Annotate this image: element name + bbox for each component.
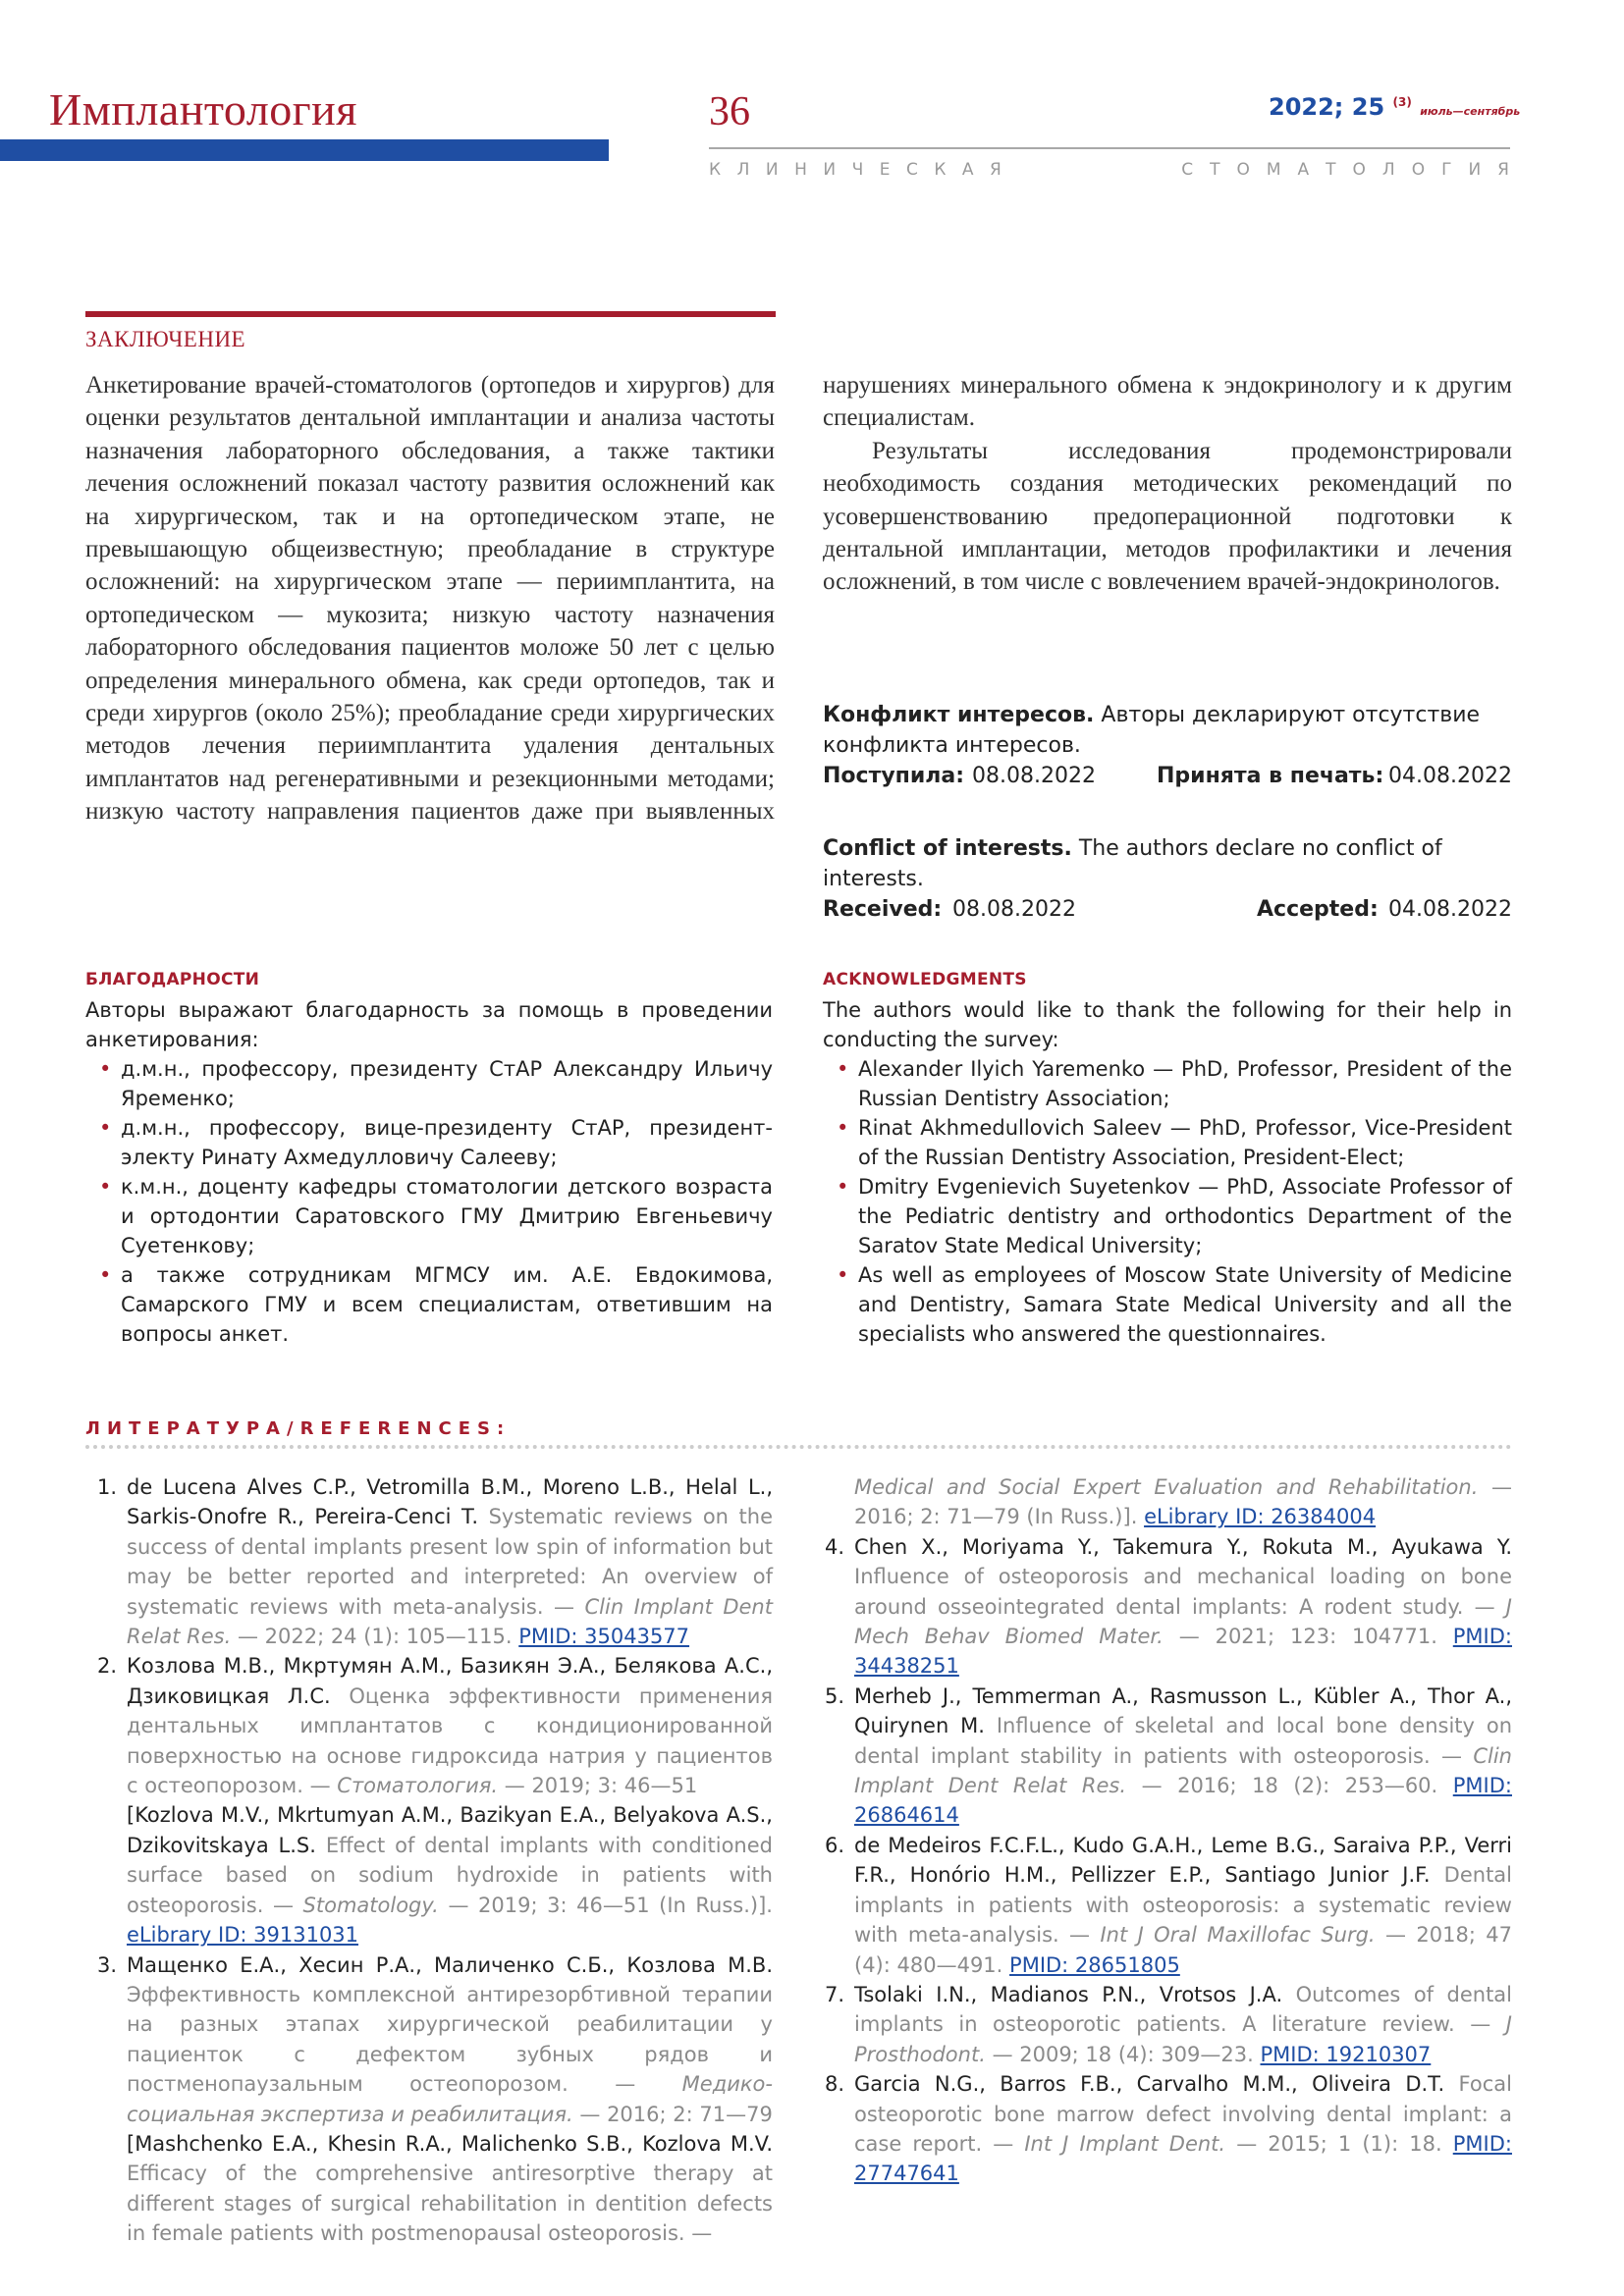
reference-journal: Clin Implant Dent Relat Res.	[127, 1594, 773, 1649]
section-color-bar	[0, 139, 609, 161]
reference-item	[85, 1651, 773, 1800]
reference-journal: Стоматология.	[337, 1774, 499, 1798]
reference-title: Outcomes of dental implants in osteoporotic patients. A literature review. —	[854, 1982, 1513, 2037]
reference-details: — 2016; 18 (2): 253—60.	[1141, 1774, 1438, 1798]
reference-number: 7.	[824, 1982, 844, 2006]
conflict-statement-ru	[823, 700, 1512, 761]
accepted-date: 04.08.2022	[1388, 897, 1512, 922]
reference-link[interactable]: PMID: 27747641	[854, 2131, 1512, 2186]
reference-authors: Merheb J., Temmerman A., Rasmusson L., Kübler A., Thor A., Quirynen M.	[854, 1683, 1512, 1738]
conflict-text: The authors declare no conflict of interests.	[823, 836, 1442, 891]
issue-months: июль—сентябрь	[1420, 105, 1521, 118]
list-item: • As well as employees of Moscow State University of Medicine and Dentistry, Samara State Medical University and all the specialists who answered the questionnaires.	[823, 1260, 1512, 1349]
issue-info	[1269, 93, 1520, 121]
reference-journal: Int J Implant Dent.	[1024, 2131, 1226, 2156]
reference-title: Influence of skeletal and local bone density on dental implant stability in patients with osteoporosis. —	[854, 1714, 1513, 1768]
list-item: • а также сотрудникам МГМСУ им. А.Е. Евдокимова, Самарского ГМУ и всем специалистам, ответившим на вопросы анкет.	[85, 1260, 773, 1349]
list-item: • к.м.н., доценту кафедры стоматологии детского возраста и ортодонтии Саратовского ГМУ Дмитрию Евгеньевичу Суетенкову;	[85, 1172, 773, 1260]
received-date: 08.08.2022	[972, 764, 1096, 788]
reference-journal: Медико-социальная экспертиза и реабилитация.	[127, 2072, 773, 2126]
accepted-date: 04.08.2022	[1388, 764, 1512, 788]
reference-item	[813, 2069, 1512, 2189]
reference-link[interactable]: PMID: 34438251	[854, 1625, 1512, 1679]
year-volume: 2022; 25	[1269, 93, 1385, 121]
acknowledgments-heading: БЛАГОДАРНОСТИ	[85, 970, 260, 989]
issue-number: (3)	[1392, 95, 1412, 109]
reference-link[interactable]: PMID: 28651805	[1009, 1952, 1180, 1977]
reference-authors: Козлова М.В., Мкртумян А.М., Базикян Э.А., Белякова А.С., Дзиковицкая Л.С.	[127, 1654, 773, 1708]
article-meta-ru	[823, 700, 1512, 791]
acknowledgments-en	[823, 970, 1512, 1349]
conflict-statement-en	[823, 833, 1512, 894]
references-column-left	[85, 1472, 773, 2249]
reference-translation	[85, 1800, 773, 1949]
journal-name-word-2: СТОМАТОЛОГИЯ	[1181, 160, 1526, 180]
reference-number: 4.	[824, 1534, 844, 1559]
reference-number: 6.	[824, 1833, 844, 1857]
reference-link[interactable]: eLibrary ID: 39131031	[127, 1923, 359, 1948]
received-label: Received:	[823, 897, 943, 922]
list-item: • д.м.н., профессору, вице-президенту СтАР, президент-электу Ринату Ахмедулловичу Салееву;	[85, 1113, 773, 1172]
reference-title: Dental implants in patients with osteoporosis: a systematic review with meta-analysis. —	[854, 1863, 1513, 1948]
acknowledgments-list	[85, 1054, 773, 1349]
reference-journal: J Prosthodont.	[854, 2012, 1512, 2066]
reference-details: — 2021; 123: 104771.	[1178, 1625, 1437, 1649]
reference-number: 5.	[824, 1683, 844, 1708]
received-date: 08.08.2022	[952, 897, 1076, 922]
reference-journal: Medical and Social Expert Evaluation and Rehabilitation.	[854, 1475, 1479, 1499]
reference-journal: Stomatology.	[302, 1893, 439, 1917]
conflict-text: Авторы декларируют отсутствие конфликта интересов.	[823, 703, 1481, 758]
list-item: • Dmitry Evgenievich Suyetenkov — PhD, Associate Professor of the Pediatric dentistry and orthodontics Department of the Saratov State Medical University;	[823, 1172, 1512, 1260]
acknowledgments-list	[823, 1054, 1512, 1349]
reference-title: Effect of dental implants with conditioned surface based on sodium hydroxide in patients with osteoporosis. —	[127, 1833, 773, 1917]
reference-item	[85, 1472, 773, 1651]
reference-authors: Tsolaki I.N., Madianos P.N., Vrotsos J.A.	[854, 1982, 1283, 2006]
reference-authors: Chen X., Moriyama Y., Takemura Y., Rokuta M., Ayukawa Y.	[854, 1534, 1512, 1559]
conflict-label: Conflict of interests.	[823, 836, 1072, 861]
reference-number: 3.	[96, 1952, 117, 1977]
accepted-label: Принята в печать:	[1157, 764, 1384, 788]
reference-translation	[85, 2129, 773, 2249]
reference-link[interactable]: eLibrary ID: 26384004	[1144, 1505, 1377, 1529]
reference-details: — 2019; 3: 46—51 (In Russ.)].	[448, 1893, 773, 1917]
reference-translation-continued	[813, 1472, 1512, 1532]
list-item: • д.м.н., профессору, президенту СтАР Александру Ильичу Яременко;	[85, 1054, 773, 1113]
list-item: • Alexander Ilyich Yaremenko — PhD, Professor, President of the Russian Dentistry Association;	[823, 1054, 1512, 1113]
journal-name-word-1: КЛИНИЧЕСКАЯ	[709, 160, 1018, 180]
conclusion-text-right	[823, 369, 1512, 599]
references-column-right	[813, 1472, 1512, 2189]
reference-authors: Мащенко Е.А., Хесин Р.А., Маличенко С.Б., Козлова М.В.	[127, 1952, 773, 1977]
conflict-label: Конфликт интересов.	[823, 703, 1095, 727]
reference-authors: de Lucena Alves C.P., Vetromilla B.M., Moreno L.B., Helal L., Sarkis-Onofre R., Pereira-Cenci T.	[127, 1475, 773, 1529]
reference-authors: [Kozlova M.V., Mkrtumyan A.M., Bazikyan E.A., Belyakova A.S., Dzikovitskaya L.S.	[127, 1803, 773, 1857]
reference-title: Оценка эффективности применения дентальных имплантатов с кондиционированной поверхностью на основе гидроксида натрия у пациентов с остеопорозом. —	[127, 1683, 773, 1798]
reference-authors: Garcia N.G., Barros F.B., Carvalho M.M., Oliveira D.T.	[854, 2072, 1445, 2097]
conclusion-rule	[85, 311, 776, 317]
accepted-label: Accepted:	[1257, 897, 1379, 922]
reference-details: — 2016; 2: 71—79 (In Russ.)].	[854, 1475, 1512, 1529]
reference-number: 1.	[96, 1475, 117, 1499]
reference-details: — 2016; 2: 71—79	[579, 2102, 773, 2126]
acknowledgments-intro: Авторы выражают благодарность за помощь в проведении анкетирования:	[85, 998, 773, 1051]
reference-authors: de Medeiros F.C.F.L., Kudo G.A.H., Leme B.G., Saraiva P.P., Verri F.R., Honório H.M., Pellizzer E.P., Santiago Junior J.F.	[854, 1833, 1512, 1888]
reference-details: — 2018; 47 (4): 480—491.	[854, 1923, 1512, 1977]
page-number: 36	[709, 89, 750, 134]
reference-item	[813, 1532, 1512, 1682]
reference-link[interactable]: PMID: 26864614	[854, 1774, 1512, 1828]
reference-details: — 2015; 1 (1): 18.	[1236, 2131, 1442, 2156]
header-rule	[709, 147, 1510, 149]
reference-authors: [Mashchenko E.A., Khesin R.A., Malichenko S.B., Kozlova M.V.	[127, 2131, 773, 2156]
reference-item	[813, 1682, 1512, 1831]
reference-journal: J Mech Behav Biomed Mater.	[854, 1594, 1512, 1649]
reference-number: 8.	[824, 2072, 844, 2097]
reference-number: 2.	[96, 1654, 117, 1679]
conclusion-paragraph: нарушениях минерального обмена к эндокринологу и к другим специалистам.	[823, 372, 1512, 432]
reference-title: Systematic reviews on the success of dental implants present low spin of information but may be better reported and interpreted: An overview of systematic reviews with meta-analysis. —	[127, 1505, 773, 1619]
reference-journal: Clin Implant Dent Relat Res.	[854, 1743, 1512, 1798]
references-dotted-rule	[85, 1445, 1512, 1449]
acknowledgments-ru	[85, 970, 773, 1349]
reference-title: Influence of osteoporosis and mechanical loading on bone around osseointegrated dental implants: A rodent study. —	[854, 1565, 1512, 1619]
reference-item	[813, 1831, 1512, 1980]
list-item: • Rinat Akhmedullovich Saleev — PhD, Professor, Vice-President of the Russian Dentistry Association, President-Elect;	[823, 1113, 1512, 1172]
section-title: Имплантология	[49, 84, 357, 134]
article-meta-en	[823, 833, 1512, 925]
reference-item	[813, 1980, 1512, 2069]
reference-item	[85, 1950, 773, 2129]
reference-title: Эффективность комплексной антирезорбтивной терапии на разных этапах хирургической реабилитации у пациенток с дефектом зубных рядов и постменопаузальным остеопорозом. —	[127, 1982, 773, 2097]
reference-title: Efficacy of the comprehensive antiresorptive therapy at different stages of surgical rehabilitation in dentition defects in female patients with postmenopausal osteoporosis. —	[127, 2162, 773, 2246]
reference-journal: Int J Oral Maxillofac Surg.	[1100, 1923, 1376, 1948]
reference-details: — 2022; 24 (1): 105—115.	[237, 1625, 513, 1649]
received-label: Поступила:	[823, 764, 965, 788]
reference-link[interactable]: PMID: 19210307	[1260, 2042, 1432, 2066]
reference-details: — 2009; 18 (4): 309—23.	[992, 2042, 1254, 2066]
acknowledgments-intro: The authors would like to thank the following for their help in conducting the survey:	[823, 998, 1512, 1051]
references-heading: ЛИТЕРАТУРА/REFERENCES:	[85, 1418, 512, 1439]
conclusion-text-left: Анкетирование врачей-стоматологов (ортопедов и хирургов) для оценки результатов дентальной имплантации и анализа частоты назначения лабораторного обследования, а также тактики лечения осложнений показал частоту развития осложнений как на хирургическом, так и на ортопедическом этапе, не превышающую общеизвестную; преобладание в структуре осложнений: на хирургическом этапе — периимплантита, на ортопедическом — мукозита; низкую частоту назначения лабораторного обследования пациентов моложе 50 лет с целью определения минерального обмена, как среди ортопедов, так и среди хирургов (около 25%); преобладание среди хирургических методов лечения периимплантита удаления дентальных имплантатов над регенеративными и резекционными методами; низкую частоту направления пациентов даже при выявленных	[85, 372, 775, 826]
reference-link[interactable]: PMID: 35043577	[518, 1625, 690, 1649]
conclusion-heading: ЗАКЛЮЧЕНИЕ	[85, 327, 246, 351]
conclusion-paragraph: Результаты исследования продемонстрировали необходимость создания методических рекомендаций по усовершенствованию предоперационной подготовки к дентальной имплантации, методов профилактики и лечения осложнений, в том числе с вовлечением врачей-эндокринологов.	[823, 437, 1512, 596]
reference-title: Focal osteoporotic bone marrow defect involving dental implant: a case report. —	[854, 2072, 1512, 2156]
reference-details: — 2019; 3: 46—51	[504, 1774, 698, 1798]
acknowledgments-heading: ACKNOWLEDGMENTS	[823, 970, 1027, 989]
